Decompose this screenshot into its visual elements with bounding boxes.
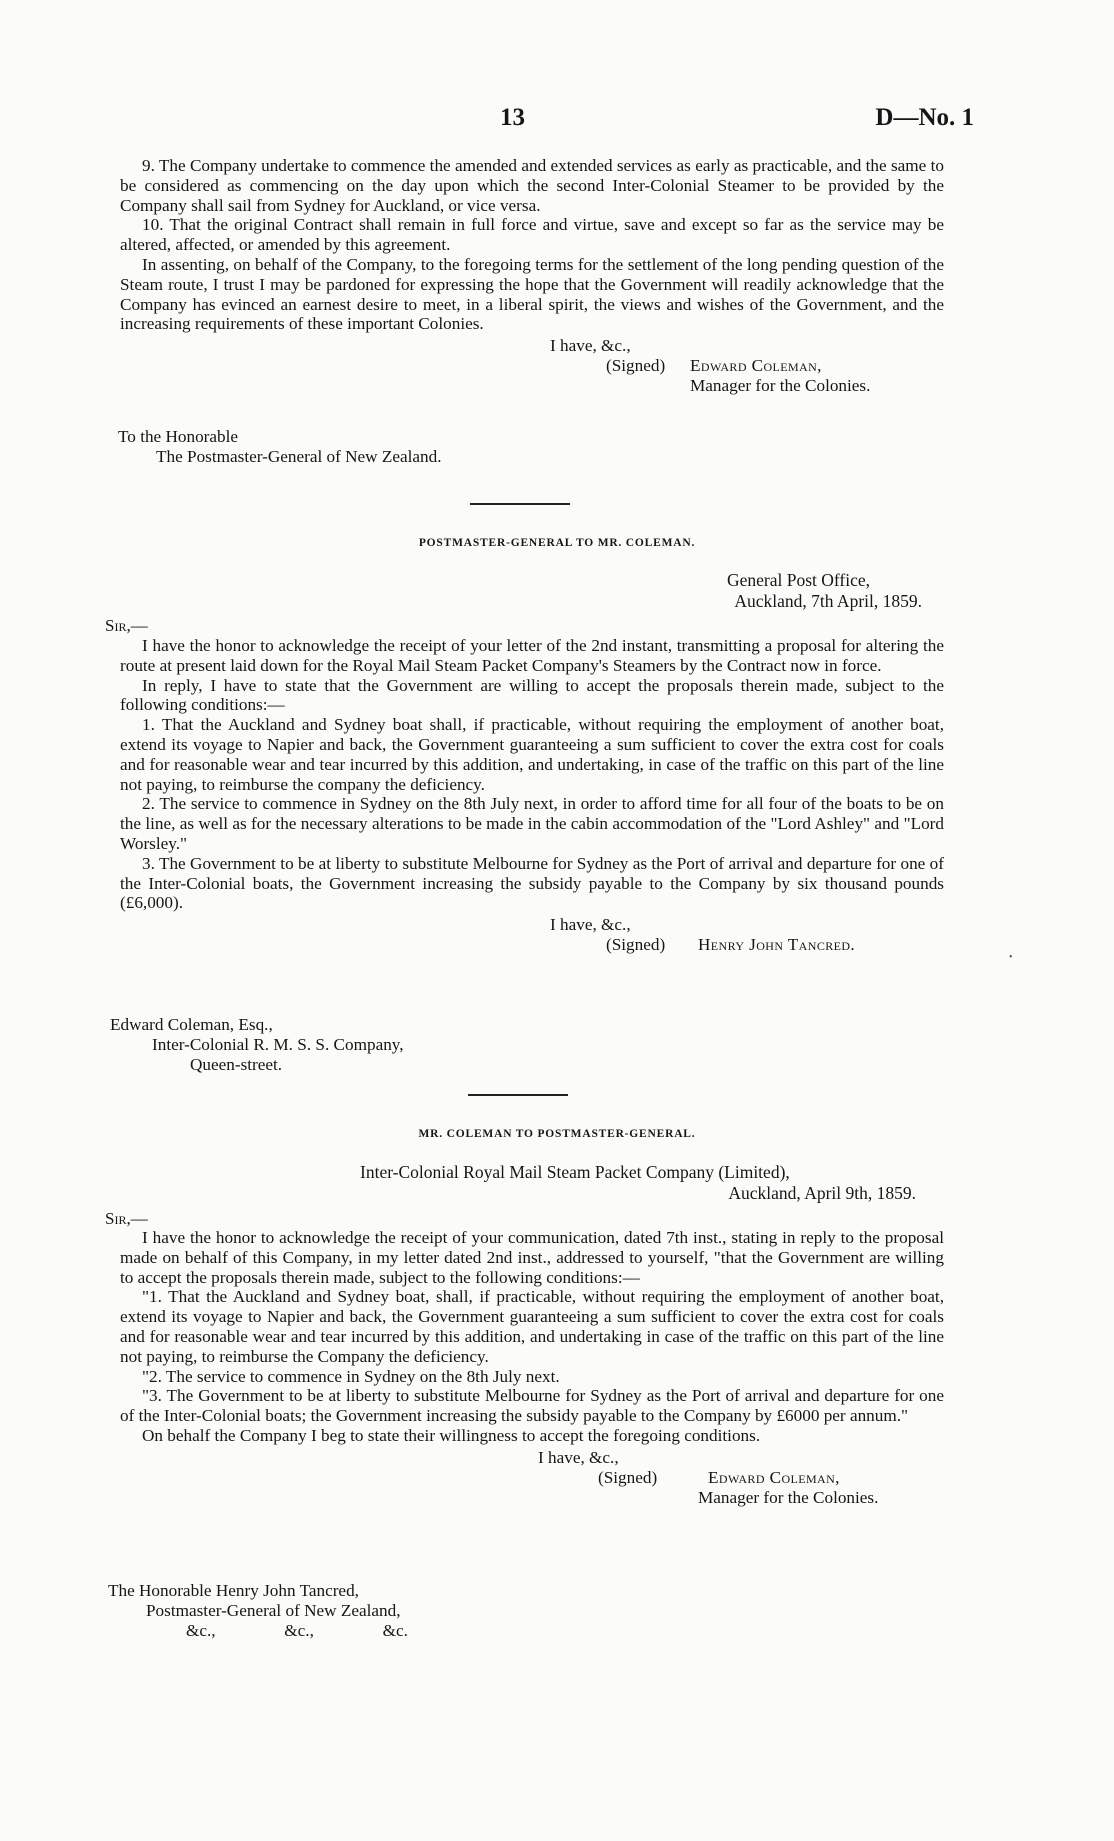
addressee-line: To the Honorable	[118, 427, 239, 446]
paragraph: 3. The Government to be at liberty to substitute Melbourne for Sydney as the Port of arrival and departure for one of the Inter-Colonial boats, the Government increasing the subsidy payable to the Company by six thousand pounds (£6,000).	[120, 853, 944, 913]
place: Inter-Colonial Royal Mail Steam Packet Company (Limited),	[360, 1162, 790, 1182]
letter-3-body	[120, 1228, 944, 1508]
addressee-line: Inter-Colonial R. M. S. S. Company,	[152, 1035, 404, 1054]
letter-2-dateline	[522, 570, 922, 612]
etc: &c.,	[186, 1621, 216, 1640]
addressee-line: The Postmaster-General of New Zealand.	[156, 447, 442, 466]
signature-block	[120, 1446, 944, 1508]
paragraph: 9. The Company undertake to commence the amended and extended services as early as practicable, and the same to be considered as commencing on the day upon which the second Inter-Colonial Steamer to be provided by the Company shall sail from Sydney for Auckland, or vice versa.	[120, 156, 944, 215]
letter-3-addressee	[108, 1581, 408, 1641]
letter-1-addressee	[118, 427, 442, 467]
letter-2-body	[120, 636, 944, 957]
letter-2-heading: POSTMASTER-GENERAL TO MR. COLEMAN.	[418, 537, 696, 549]
signature-block	[120, 913, 944, 957]
letter-2-addressee	[110, 1015, 404, 1075]
salutation: Sir,—	[105, 616, 148, 635]
addressee-line: Queen-street.	[190, 1055, 283, 1074]
signature-block	[120, 334, 944, 396]
paragraph: 2. The service to commence in Sydney on the 8th July next, in order to afford time for all four of the boats to be on the line, as well as for the necessary alterations to be made in the cabin accommodation of the "Lord Ashley" and "Lord Worsley."	[120, 794, 944, 853]
closing: I have, &c.,	[550, 915, 631, 935]
margin-mark: •	[1009, 952, 1013, 963]
paragraph: "3. The Government to be at liberty to substitute Melbourne for Sydney as the Port of arrival and departure for one of the Inter-Colonial boats; the Government increasing the subsidy payable to the Company by £6000 per annum."	[120, 1386, 944, 1426]
divider	[468, 1094, 568, 1096]
signed-label: (Signed)	[606, 935, 666, 955]
signed-label: (Signed)	[598, 1467, 658, 1487]
signatory-title: Manager for the Colonies.	[698, 1487, 879, 1507]
place: General Post Office,	[727, 570, 871, 590]
addressee-line: Edward Coleman, Esq.,	[110, 1015, 273, 1034]
signatory: Edward Coleman,	[708, 1467, 840, 1487]
page-header	[0, 104, 1114, 138]
addressee-line: Postmaster-General of New Zealand,	[146, 1601, 401, 1620]
addressee-line: The Honorable Henry John Tancred,	[108, 1581, 359, 1600]
paragraph: "2. The service to commence in Sydney on the 8th July next.	[142, 1366, 560, 1386]
paragraph: In reply, I have to state that the Government are willing to accept the proposals therein made, subject to the following conditions:—	[120, 675, 944, 715]
date: Auckland, 7th April, 1859.	[734, 591, 922, 611]
signatory-title: Manager for the Colonies.	[690, 376, 871, 396]
paragraph: 10. That the original Contract shall remain in full force and virtue, save and except so far as the service may be altered, affected, or amended by this agreement.	[120, 215, 944, 255]
signatory: Edward Coleman,	[690, 356, 822, 376]
page-number: 13	[500, 104, 525, 131]
letter-3-dateline	[316, 1162, 916, 1204]
signed-label: (Signed)	[606, 356, 666, 376]
paragraph: In assenting, on behalf of the Company, to the foregoing terms for the settlement of the long pending question of the Steam route, I trust I may be pardoned for expressing the hope that the Government will readily acknowledge that the Company has evinced an earnest desire to meet, in a liberal spirit, the views and wishes of the Government, and the increasing requirements of these important Colonies.	[120, 254, 944, 334]
paragraph: "1. That the Auckland and Sydney boat, shall, if practicable, without requiring the employment of another boat, extend its voyage to Napier and back, the Government guaranteeing a sum sufficient to cover the extra cost for coals and for reasonable wear and tear incurred by this addition, and undertaking in case of the traffic on this part of the line not paying, to reimburse the Company the deficiency.	[120, 1287, 944, 1366]
paragraph: I have the honor to acknowledge the receipt of your communication, dated 7th inst., stating in reply to the proposal made on behalf of this Company, in my letter dated 2nd inst., addressed to yourself, "that the Government are willing to accept the proposals therein made, subject to the following conditions:—	[120, 1228, 944, 1287]
paragraph: On behalf the Company I beg to state their willingness to accept the foregoing conditions.	[142, 1425, 761, 1445]
closing: I have, &c.,	[550, 336, 631, 356]
letter-3-heading: MR. COLEMAN TO POSTMASTER-GENERAL.	[418, 1128, 696, 1140]
paragraph: 1. That the Auckland and Sydney boat shall, if practicable, without requiring the employment of another boat, extend its voyage to Napier and back, the Government guaranteeing a sum sufficient to cover the extra cost for coals and for reasonable wear and tear incurred by this addition, and undertaking, in case of the traffic on this part of the line not paying, to reimburse the company the deficiency.	[120, 715, 944, 794]
paragraph: I have the honor to acknowledge the receipt of your letter of the 2nd instant, transmitting a proposal for altering the route at present laid down for the Royal Mail Steam Packet Company's Steamers by the Contract now in force.	[120, 636, 944, 675]
letter-1-body	[120, 156, 944, 396]
closing: I have, &c.,	[538, 1447, 619, 1467]
date: Auckland, April 9th, 1859.	[728, 1183, 916, 1203]
salutation: Sir,—	[105, 1209, 148, 1228]
addressee-etc-line	[108, 1621, 408, 1641]
document-reference: D—No. 1	[875, 104, 974, 131]
divider	[470, 503, 570, 505]
etc: &c.	[382, 1621, 408, 1640]
etc: &c.,	[284, 1621, 314, 1640]
signatory: Henry John Tancred.	[698, 935, 856, 955]
